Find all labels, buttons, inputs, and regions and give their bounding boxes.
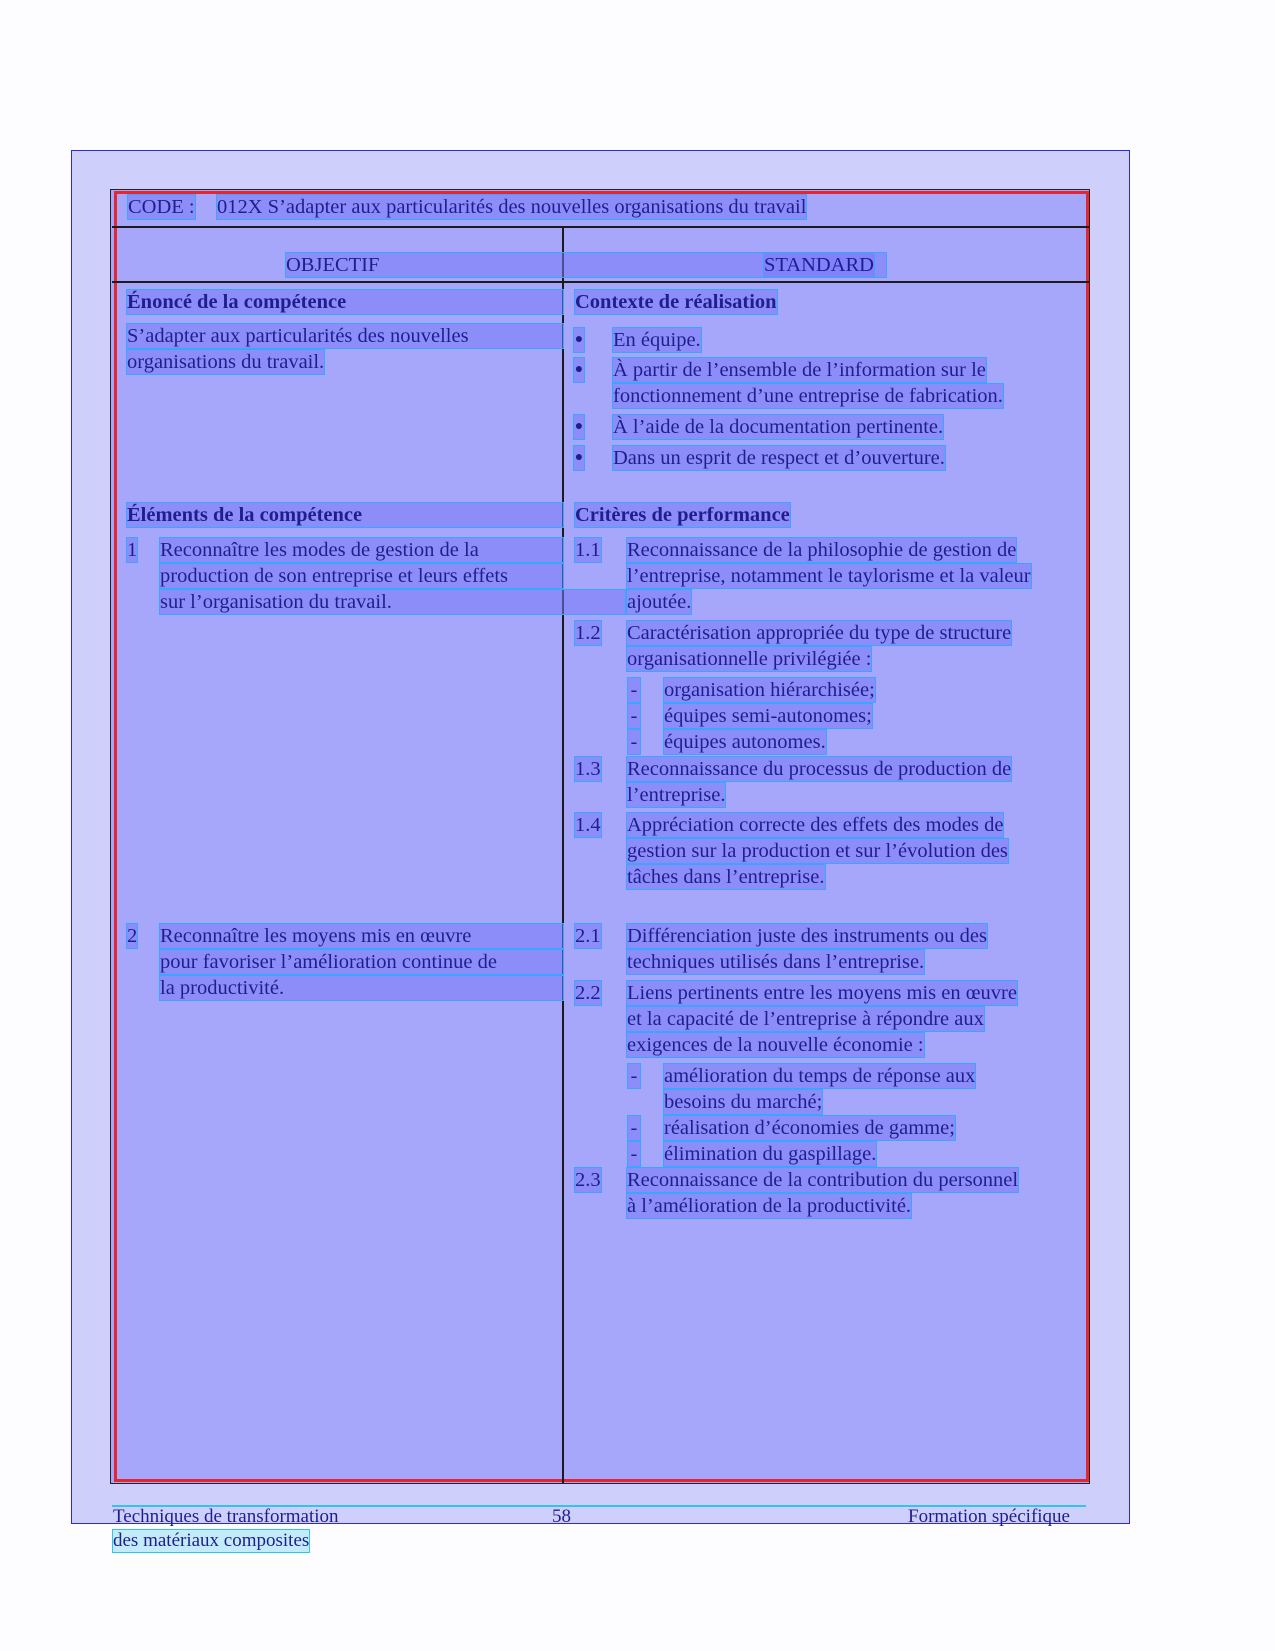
critere-number: 2.2 xyxy=(575,982,601,1004)
critere-number: 2.3 xyxy=(575,1169,601,1191)
bullet-icon: ● xyxy=(574,415,584,439)
critere-number: 1.1 xyxy=(575,539,601,561)
element-line: Reconnaître les modes de gestion de la xyxy=(160,538,563,562)
critere-line: exigences de la nouvelle économie : xyxy=(627,1034,924,1056)
sub-item: amélioration du temps de réponse aux xyxy=(664,1065,976,1087)
critere-number: 1.3 xyxy=(575,758,601,780)
sub-item: élimination du gaspillage. xyxy=(664,1143,877,1165)
critere-line: Reconnaissance du processus de production de xyxy=(627,758,1012,780)
enonce-line: S’adapter aux particularités des nouvelles xyxy=(127,324,563,348)
element-line: pour favoriser l’amélioration continue de xyxy=(160,950,563,974)
footer-program: Techniques de transformation xyxy=(113,1506,339,1527)
contexte-item: En équipe. xyxy=(613,329,701,351)
footer-section: Formation spécifique xyxy=(908,1506,1070,1527)
criteres-heading: Critères de performance xyxy=(575,504,790,526)
column-standard: STANDARD xyxy=(764,254,874,276)
column-divider xyxy=(562,227,564,1483)
bullet-icon: ● xyxy=(574,358,584,382)
element-line: sur l’organisation du travail. xyxy=(160,590,625,614)
critere-line: organisationnelle privilégiée : xyxy=(627,648,872,670)
contexte-item: À l’aide de la documentation pertinente. xyxy=(613,416,944,438)
critere-line: Différenciation juste des instruments ou des xyxy=(627,925,988,947)
code-title: 012X S’adapter aux particularités des nouvelles organisations du travail xyxy=(217,196,807,218)
sub-item: besoins du marché; xyxy=(664,1091,823,1113)
critere-line: et la capacité de l’entreprise à répondre aux xyxy=(627,1008,984,1030)
critere-line: Reconnaissance de la philosophie de gestion de xyxy=(627,539,1017,561)
critere-line: l’entreprise. xyxy=(627,784,726,806)
critere-number: 1.4 xyxy=(575,814,601,836)
sub-item: organisation hiérarchisée; xyxy=(664,679,875,701)
critere-line: Liens pertinents entre les moyens mis en œuvre xyxy=(627,982,1017,1004)
element-number: 2 xyxy=(127,925,138,947)
critere-line: Reconnaissance de la contribution du personnel xyxy=(627,1169,1019,1191)
critere-line: techniques utilisés dans l’entreprise. xyxy=(627,951,925,973)
critere-number: 1.2 xyxy=(575,622,601,644)
dash-bullet: - xyxy=(628,1142,640,1166)
contexte-heading: Contexte de réalisation xyxy=(575,291,777,313)
header-divider xyxy=(112,226,1089,228)
column-header-divider xyxy=(112,281,1089,283)
element-line: la productivité. xyxy=(160,976,563,1000)
element-number: 1 xyxy=(127,539,138,561)
sub-item: équipes autonomes. xyxy=(664,731,826,753)
bullet-icon: ● xyxy=(574,328,584,352)
critere-line: l’entreprise, notamment le taylorisme et la valeur xyxy=(627,565,1031,587)
enonce-heading: Énoncé de la compétence xyxy=(127,290,563,314)
critere-line: Appréciation correcte des effets des modes de xyxy=(627,814,1004,836)
code-label: CODE : xyxy=(128,196,195,218)
footer-page-number: 58 xyxy=(552,1506,571,1527)
footer-program-line2: des matériaux composites xyxy=(113,1530,310,1551)
critere-line: gestion sur la production et sur l’évolution des xyxy=(627,840,1008,862)
bullet-icon: ● xyxy=(574,446,584,470)
element-line: Reconnaître les moyens mis en œuvre xyxy=(160,924,563,948)
critere-number: 2.1 xyxy=(575,925,601,947)
dash-bullet: - xyxy=(628,730,640,754)
dash-bullet: - xyxy=(628,678,640,702)
contexte-item: À partir de l’ensemble de l’information sur le xyxy=(613,359,986,381)
sub-item: réalisation d’économies de gamme; xyxy=(664,1117,955,1139)
dash-bullet: - xyxy=(628,704,640,728)
column-objectif: OBJECTIF xyxy=(286,253,886,277)
critere-line: tâches dans l’entreprise. xyxy=(627,866,825,888)
element-line: production de son entreprise et leurs effets xyxy=(160,564,563,588)
elements-heading: Éléments de la compétence xyxy=(127,503,563,527)
contexte-item: fonctionnement d’une entreprise de fabrication. xyxy=(613,385,1003,407)
critere-line: ajoutée. xyxy=(627,591,692,613)
contexte-item: Dans un esprit de respect et d’ouverture. xyxy=(613,447,945,469)
critere-line: à l’amélioration de la productivité. xyxy=(627,1195,912,1217)
dash-bullet: - xyxy=(628,1064,640,1088)
dash-bullet: - xyxy=(628,1116,640,1140)
sub-item: équipes semi-autonomes; xyxy=(664,705,872,727)
critere-line: Caractérisation appropriée du type de structure xyxy=(627,622,1012,644)
enonce-line: organisations du travail. xyxy=(127,351,325,373)
